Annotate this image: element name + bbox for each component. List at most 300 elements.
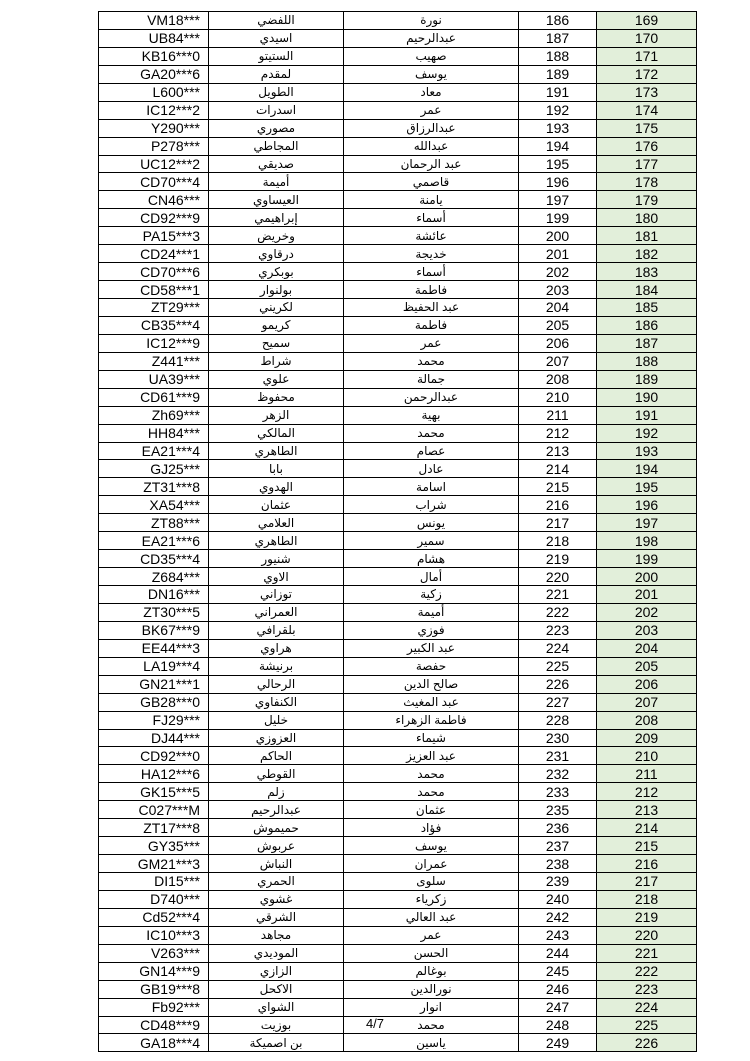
last-name-cell: علوي <box>209 370 344 388</box>
table-row <box>99 263 697 281</box>
rank-cell: 175 <box>597 119 697 137</box>
table-row <box>99 406 697 424</box>
table-row <box>99 693 697 711</box>
last-name-cell: شنيور <box>209 550 344 568</box>
rank-cell: 220 <box>597 926 697 944</box>
number-cell: 249 <box>519 1034 597 1052</box>
first-name-cell: عمر <box>344 101 519 119</box>
first-name-cell: فوزي <box>344 621 519 639</box>
table-row <box>99 227 697 245</box>
table-row <box>99 962 697 980</box>
rank-cell: 190 <box>597 388 697 406</box>
last-name-cell: المالكي <box>209 424 344 442</box>
number-cell: 246 <box>519 980 597 998</box>
id-code-cell: IC10***3 <box>99 926 209 944</box>
rank-cell: 203 <box>597 621 697 639</box>
id-code-cell: CD92***9 <box>99 209 209 227</box>
last-name-cell: مجاهد <box>209 926 344 944</box>
id-code-cell: D740*** <box>99 890 209 908</box>
rank-cell: 188 <box>597 352 697 370</box>
first-name-cell: يوسف <box>344 837 519 855</box>
first-name-cell: سمير <box>344 532 519 550</box>
number-cell: 214 <box>519 460 597 478</box>
number-cell: 204 <box>519 299 597 317</box>
rank-cell: 186 <box>597 316 697 334</box>
rank-cell: 187 <box>597 334 697 352</box>
number-cell: 201 <box>519 245 597 263</box>
table-row <box>99 998 697 1016</box>
first-name-cell: عبد العزيز <box>344 747 519 765</box>
first-name-cell: عبد الحفيظ <box>344 299 519 317</box>
last-name-cell: زلم <box>209 783 344 801</box>
first-name-cell: فؤاد <box>344 819 519 837</box>
rank-cell: 179 <box>597 191 697 209</box>
first-name-cell: عبدالرحيم <box>344 29 519 47</box>
first-name-cell: فاطمة <box>344 281 519 299</box>
rank-cell: 194 <box>597 460 697 478</box>
rank-cell: 201 <box>597 586 697 604</box>
first-name-cell: محمد <box>344 765 519 783</box>
number-cell: 188 <box>519 47 597 65</box>
last-name-cell: العيساوي <box>209 191 344 209</box>
last-name-cell: الزهر <box>209 406 344 424</box>
rank-cell: 211 <box>597 765 697 783</box>
number-cell: 208 <box>519 370 597 388</box>
id-code-cell: Z441*** <box>99 352 209 370</box>
results-table <box>98 11 697 1052</box>
id-code-cell: CD24***1 <box>99 245 209 263</box>
first-name-cell: يونس <box>344 514 519 532</box>
id-code-cell: VM18*** <box>99 12 209 30</box>
first-name-cell: انوار <box>344 998 519 1016</box>
id-code-cell: PA15***3 <box>99 227 209 245</box>
rank-cell: 219 <box>597 908 697 926</box>
last-name-cell: إبراهيمي <box>209 209 344 227</box>
rank-cell: 217 <box>597 873 697 891</box>
first-name-cell: شراب <box>344 496 519 514</box>
last-name-cell: الطويل <box>209 83 344 101</box>
first-name-cell: فاطمة <box>344 316 519 334</box>
first-name-cell: نورالدين <box>344 980 519 998</box>
first-name-cell: عائشة <box>344 227 519 245</box>
table-row <box>99 442 697 460</box>
rank-cell: 214 <box>597 819 697 837</box>
first-name-cell: سلوى <box>344 873 519 891</box>
number-cell: 212 <box>519 424 597 442</box>
table-row <box>99 1034 697 1052</box>
table-row <box>99 370 697 388</box>
table-row <box>99 173 697 191</box>
id-code-cell: GB28***0 <box>99 693 209 711</box>
rank-cell: 191 <box>597 406 697 424</box>
rank-cell: 170 <box>597 29 697 47</box>
id-code-cell: CD92***0 <box>99 747 209 765</box>
first-name-cell: أمال <box>344 568 519 586</box>
rank-cell: 210 <box>597 747 697 765</box>
number-cell: 221 <box>519 586 597 604</box>
id-code-cell: CD70***4 <box>99 173 209 191</box>
id-code-cell: GN21***1 <box>99 675 209 693</box>
table-row <box>99 873 697 891</box>
table-row <box>99 514 697 532</box>
id-code-cell: CD48***9 <box>99 1016 209 1034</box>
last-name-cell: المجاطي <box>209 137 344 155</box>
table-row <box>99 460 697 478</box>
table-row <box>99 980 697 998</box>
rank-cell: 184 <box>597 281 697 299</box>
last-name-cell: لمقدم <box>209 65 344 83</box>
rank-cell: 206 <box>597 675 697 693</box>
id-code-cell: ZT29*** <box>99 299 209 317</box>
table-row <box>99 729 697 747</box>
last-name-cell: غشوي <box>209 890 344 908</box>
number-cell: 203 <box>519 281 597 299</box>
last-name-cell: الحمري <box>209 873 344 891</box>
table-row <box>99 478 697 496</box>
table-row <box>99 316 697 334</box>
id-code-cell: XA54*** <box>99 496 209 514</box>
table-row <box>99 29 697 47</box>
number-cell: 223 <box>519 621 597 639</box>
last-name-cell: الرحالي <box>209 675 344 693</box>
number-cell: 245 <box>519 962 597 980</box>
number-cell: 240 <box>519 890 597 908</box>
last-name-cell: اسيدي <box>209 29 344 47</box>
table-row <box>99 711 697 729</box>
rank-cell: 199 <box>597 550 697 568</box>
last-name-cell: الموديدي <box>209 944 344 962</box>
rank-cell: 204 <box>597 639 697 657</box>
number-cell: 219 <box>519 550 597 568</box>
last-name-cell: صديقي <box>209 155 344 173</box>
id-code-cell: DI15*** <box>99 873 209 891</box>
last-name-cell: اسدرات <box>209 101 344 119</box>
number-cell: 247 <box>519 998 597 1016</box>
number-cell: 187 <box>519 29 597 47</box>
id-code-cell: GA18***4 <box>99 1034 209 1052</box>
id-code-cell: Zh69*** <box>99 406 209 424</box>
id-code-cell: Y290*** <box>99 119 209 137</box>
table-row <box>99 83 697 101</box>
table-row <box>99 765 697 783</box>
rank-cell: 192 <box>597 424 697 442</box>
number-cell: 237 <box>519 837 597 855</box>
rank-cell: 222 <box>597 962 697 980</box>
rank-cell: 196 <box>597 496 697 514</box>
first-name-cell: بهية <box>344 406 519 424</box>
table-row <box>99 424 697 442</box>
first-name-cell: عبد الرحمان <box>344 155 519 173</box>
number-cell: 194 <box>519 137 597 155</box>
number-cell: 244 <box>519 944 597 962</box>
number-cell: 197 <box>519 191 597 209</box>
rank-cell: 185 <box>597 299 697 317</box>
number-cell: 202 <box>519 263 597 281</box>
id-code-cell: UB84*** <box>99 29 209 47</box>
id-code-cell: ZT17***8 <box>99 819 209 837</box>
last-name-cell: الشواي <box>209 998 344 1016</box>
last-name-cell: أميمة <box>209 173 344 191</box>
number-cell: 199 <box>519 209 597 227</box>
number-cell: 213 <box>519 442 597 460</box>
last-name-cell: عبدالرحيم <box>209 801 344 819</box>
number-cell: 210 <box>519 388 597 406</box>
table-row <box>99 119 697 137</box>
first-name-cell: يوسف <box>344 65 519 83</box>
id-code-cell: KB16***0 <box>99 47 209 65</box>
last-name-cell: الهدوي <box>209 478 344 496</box>
number-cell: 191 <box>519 83 597 101</box>
first-name-cell: قاصمي <box>344 173 519 191</box>
last-name-cell: بولنوار <box>209 281 344 299</box>
rank-cell: 176 <box>597 137 697 155</box>
id-code-cell: GJ25*** <box>99 460 209 478</box>
first-name-cell: صهيب <box>344 47 519 65</box>
first-name-cell: محمد <box>344 352 519 370</box>
first-name-cell: عثمان <box>344 801 519 819</box>
table-row <box>99 675 697 693</box>
id-code-cell: CD70***6 <box>99 263 209 281</box>
id-code-cell: DN16*** <box>99 586 209 604</box>
table-row <box>99 101 697 119</box>
number-cell: 222 <box>519 603 597 621</box>
first-name-cell: محمد <box>344 783 519 801</box>
id-code-cell: GM21***3 <box>99 855 209 873</box>
first-name-cell: فاطمة الزهراء <box>344 711 519 729</box>
last-name-cell: الطاهري <box>209 532 344 550</box>
id-code-cell: CD61***9 <box>99 388 209 406</box>
table-row <box>99 65 697 83</box>
id-code-cell: LA19***4 <box>99 657 209 675</box>
table-row <box>99 209 697 227</box>
rank-cell: 200 <box>597 568 697 586</box>
first-name-cell: عمران <box>344 855 519 873</box>
table-row <box>99 801 697 819</box>
rank-cell: 208 <box>597 711 697 729</box>
number-cell: 227 <box>519 693 597 711</box>
first-name-cell: جمالة <box>344 370 519 388</box>
last-name-cell: درقاوي <box>209 245 344 263</box>
table-row <box>99 352 697 370</box>
number-cell: 217 <box>519 514 597 532</box>
rank-cell: 177 <box>597 155 697 173</box>
id-code-cell: GY35*** <box>99 837 209 855</box>
id-code-cell: FJ29*** <box>99 711 209 729</box>
id-code-cell: GK15***5 <box>99 783 209 801</box>
number-cell: 230 <box>519 729 597 747</box>
table-row <box>99 137 697 155</box>
last-name-cell: الطاهري <box>209 442 344 460</box>
number-cell: 226 <box>519 675 597 693</box>
last-name-cell: الاوي <box>209 568 344 586</box>
last-name-cell: الاكحل <box>209 980 344 998</box>
table-row <box>99 783 697 801</box>
table-row <box>99 926 697 944</box>
number-cell: 225 <box>519 657 597 675</box>
table-row <box>99 12 697 30</box>
rank-cell: 180 <box>597 209 697 227</box>
number-cell: 192 <box>519 101 597 119</box>
id-code-cell: HA12***6 <box>99 765 209 783</box>
table-row <box>99 639 697 657</box>
rank-cell: 221 <box>597 944 697 962</box>
last-name-cell: عربوش <box>209 837 344 855</box>
page-number: 4/7 <box>365 1016 385 1031</box>
last-name-cell: القوطي <box>209 765 344 783</box>
first-name-cell: عبد العالي <box>344 908 519 926</box>
first-name-cell: أميمة <box>344 603 519 621</box>
rank-cell: 181 <box>597 227 697 245</box>
id-code-cell: L600*** <box>99 83 209 101</box>
number-cell: 205 <box>519 316 597 334</box>
last-name-cell: شراط <box>209 352 344 370</box>
first-name-cell: يامنة <box>344 191 519 209</box>
first-name-cell: خديجة <box>344 245 519 263</box>
last-name-cell: هراوي <box>209 639 344 657</box>
first-name-cell: حفصة <box>344 657 519 675</box>
number-cell: 218 <box>519 532 597 550</box>
rank-cell: 169 <box>597 12 697 30</box>
id-code-cell: EA21***4 <box>99 442 209 460</box>
id-code-cell: Fb92*** <box>99 998 209 1016</box>
table-row <box>99 855 697 873</box>
table-row <box>99 944 697 962</box>
number-cell: 236 <box>519 819 597 837</box>
rank-cell: 182 <box>597 245 697 263</box>
first-name-cell: عمر <box>344 334 519 352</box>
table-row <box>99 532 697 550</box>
last-name-cell: خليل <box>209 711 344 729</box>
id-code-cell: HH84*** <box>99 424 209 442</box>
number-cell: 195 <box>519 155 597 173</box>
last-name-cell: الستيتو <box>209 47 344 65</box>
first-name-cell: زكية <box>344 586 519 604</box>
last-name-cell: بوزيت <box>209 1016 344 1034</box>
table-row <box>99 245 697 263</box>
last-name-cell: الشرقي <box>209 908 344 926</box>
id-code-cell: V263*** <box>99 944 209 962</box>
table-row <box>99 299 697 317</box>
number-cell: 211 <box>519 406 597 424</box>
last-name-cell: برنيشة <box>209 657 344 675</box>
last-name-cell: الكنفاوي <box>209 693 344 711</box>
number-cell: 231 <box>519 747 597 765</box>
last-name-cell: بابا <box>209 460 344 478</box>
first-name-cell: معاد <box>344 83 519 101</box>
results-table-body <box>99 12 697 1052</box>
id-code-cell: UC12***2 <box>99 155 209 173</box>
number-cell: 216 <box>519 496 597 514</box>
first-name-cell: عبدالرزاق <box>344 119 519 137</box>
last-name-cell: وخريض <box>209 227 344 245</box>
last-name-cell: مصوري <box>209 119 344 137</box>
last-name-cell: محفوظ <box>209 388 344 406</box>
id-code-cell: GA20***6 <box>99 65 209 83</box>
id-code-cell: ZT31***8 <box>99 478 209 496</box>
rank-cell: 225 <box>597 1016 697 1034</box>
number-cell: 243 <box>519 926 597 944</box>
table-row <box>99 388 697 406</box>
last-name-cell: حميموش <box>209 819 344 837</box>
first-name-cell: بوغالم <box>344 962 519 980</box>
number-cell: 248 <box>519 1016 597 1034</box>
table-row <box>99 908 697 926</box>
rank-cell: 213 <box>597 801 697 819</box>
id-code-cell: CB35***4 <box>99 316 209 334</box>
rank-cell: 172 <box>597 65 697 83</box>
rank-cell: 189 <box>597 370 697 388</box>
rank-cell: 215 <box>597 837 697 855</box>
id-code-cell: GB19***8 <box>99 980 209 998</box>
number-cell: 228 <box>519 711 597 729</box>
rank-cell: 216 <box>597 855 697 873</box>
number-cell: 206 <box>519 334 597 352</box>
number-cell: 215 <box>519 478 597 496</box>
rank-cell: 226 <box>597 1034 697 1052</box>
rank-cell: 195 <box>597 478 697 496</box>
last-name-cell: الزازي <box>209 962 344 980</box>
id-code-cell: ZT30***5 <box>99 603 209 621</box>
last-name-cell: النباش <box>209 855 344 873</box>
rank-cell: 173 <box>597 83 697 101</box>
first-name-cell: عبدالله <box>344 137 519 155</box>
rank-cell: 178 <box>597 173 697 191</box>
first-name-cell: عبدالرحمن <box>344 388 519 406</box>
first-name-cell: محمد <box>344 424 519 442</box>
table-row <box>99 496 697 514</box>
id-code-cell: C027***M <box>99 801 209 819</box>
first-name-cell: نورة <box>344 12 519 30</box>
table-row <box>99 747 697 765</box>
rank-cell: 209 <box>597 729 697 747</box>
table-row <box>99 47 697 65</box>
rank-cell: 198 <box>597 532 697 550</box>
last-name-cell: العزوزي <box>209 729 344 747</box>
first-name-cell: أسماء <box>344 263 519 281</box>
rank-cell: 202 <box>597 603 697 621</box>
number-cell: 238 <box>519 855 597 873</box>
first-name-cell: زكرياء <box>344 890 519 908</box>
table-row <box>99 568 697 586</box>
table-row <box>99 586 697 604</box>
last-name-cell: بن اصميكة <box>209 1034 344 1052</box>
number-cell: 242 <box>519 908 597 926</box>
id-code-cell: DJ44*** <box>99 729 209 747</box>
first-name-cell: الحسن <box>344 944 519 962</box>
number-cell: 193 <box>519 119 597 137</box>
last-name-cell: اللفضي <box>209 12 344 30</box>
table-row <box>99 334 697 352</box>
first-name-cell: عادل <box>344 460 519 478</box>
last-name-cell: الحاكم <box>209 747 344 765</box>
table-row <box>99 657 697 675</box>
first-name-cell: ياسين <box>344 1034 519 1052</box>
last-name-cell: بلقرافي <box>209 621 344 639</box>
rank-cell: 207 <box>597 693 697 711</box>
number-cell: 189 <box>519 65 597 83</box>
first-name-cell: صالح الدين <box>344 675 519 693</box>
number-cell: 186 <box>519 12 597 30</box>
first-name-cell: محمد <box>344 1016 519 1034</box>
number-cell: 200 <box>519 227 597 245</box>
first-name-cell: اسامة <box>344 478 519 496</box>
first-name-cell: شيماء <box>344 729 519 747</box>
table-row <box>99 155 697 173</box>
number-cell: 196 <box>519 173 597 191</box>
first-name-cell: أسماء <box>344 209 519 227</box>
id-code-cell: UA39*** <box>99 370 209 388</box>
id-code-cell: Z684*** <box>99 568 209 586</box>
